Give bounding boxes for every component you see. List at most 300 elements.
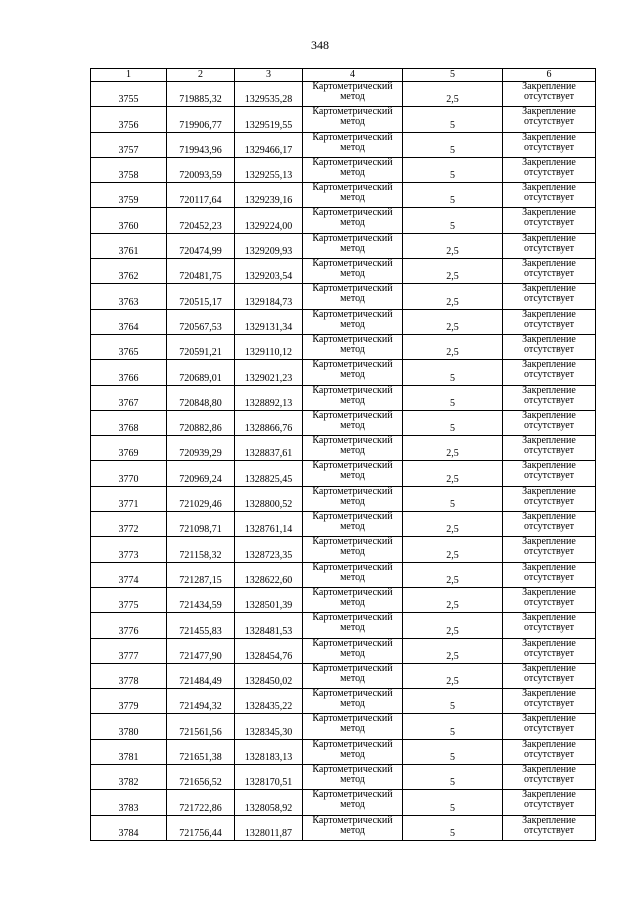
accuracy-cell: 2,5 <box>403 461 503 486</box>
method-line-1: Картометрический <box>312 485 393 497</box>
method-line-2: метод <box>340 394 365 406</box>
table-row <box>91 259 596 284</box>
point-number-cell: 3780 <box>91 714 167 739</box>
fixation-line-2: отсутствует <box>523 318 575 330</box>
method-line-2: метод <box>340 318 365 330</box>
accuracy-cell: 2,5 <box>403 436 503 461</box>
fixation-line-2: отсутствует <box>523 596 575 608</box>
method-cell <box>303 815 403 840</box>
method-line-2: метод <box>340 166 365 178</box>
point-number-cell: 3765 <box>91 334 167 359</box>
fixation-line-1: Закрепление <box>522 106 576 118</box>
accuracy-cell: 2,5 <box>403 512 503 537</box>
method-line-2: метод <box>340 647 365 659</box>
point-number-cell: 3771 <box>91 486 167 511</box>
accuracy-cell: 5 <box>403 739 503 764</box>
x-coordinate-cell: 720515,17 <box>167 284 235 309</box>
table-row <box>91 461 596 486</box>
point-number-cell: 3762 <box>91 259 167 284</box>
method-line-2: метод <box>340 622 365 634</box>
method-cell <box>303 334 403 359</box>
table-row <box>91 436 596 461</box>
fixation-line-1: Закрепление <box>522 359 576 371</box>
y-coordinate-cell: 1328170,51 <box>235 765 303 790</box>
table-row <box>91 385 596 410</box>
point-number-cell: 3777 <box>91 638 167 663</box>
fixation-line-1: Закрепление <box>522 182 576 194</box>
fixation-line-2: отсутствует <box>523 495 575 507</box>
y-coordinate-cell: 1328481,53 <box>235 613 303 638</box>
column-header-6: 6 <box>503 69 596 82</box>
table-row <box>91 284 596 309</box>
y-coordinate-cell: 1328058,92 <box>235 790 303 815</box>
method-line-2: метод <box>340 91 365 102</box>
y-coordinate-cell: 1329466,17 <box>235 132 303 157</box>
fixation-cell <box>503 486 596 511</box>
table-row <box>91 765 596 790</box>
method-cell <box>303 259 403 284</box>
fixation-cell <box>503 233 596 258</box>
point-number-cell: 3773 <box>91 537 167 562</box>
method-line-1: Картометрический <box>312 258 393 270</box>
table-row <box>91 613 596 638</box>
x-coordinate-cell: 719943,96 <box>167 132 235 157</box>
method-line-1: Картометрический <box>312 789 393 801</box>
table-row <box>91 486 596 511</box>
fixation-cell <box>503 284 596 309</box>
table-row <box>91 790 596 815</box>
fixation-cell <box>503 183 596 208</box>
fixation-cell <box>503 537 596 562</box>
method-line-2: метод <box>340 242 365 254</box>
point-number-cell: 3783 <box>91 790 167 815</box>
fixation-cell <box>503 82 596 107</box>
method-line-1: Картометрический <box>312 308 393 320</box>
method-line-1: Картометрический <box>312 207 393 219</box>
x-coordinate-cell: 721651,38 <box>167 739 235 764</box>
fixation-cell <box>503 663 596 688</box>
table-row <box>91 233 596 258</box>
table-row <box>91 689 596 714</box>
fixation-line-2: отсутствует <box>523 242 575 254</box>
x-coordinate-cell: 721455,83 <box>167 613 235 638</box>
method-cell <box>303 233 403 258</box>
method-line-2: метод <box>340 774 365 786</box>
fixation-cell <box>503 815 596 840</box>
point-number-cell: 3772 <box>91 512 167 537</box>
method-line-2: метод <box>340 571 365 583</box>
header-row <box>91 69 596 82</box>
fixation-line-1: Закрепление <box>522 384 576 396</box>
point-number-cell: 3767 <box>91 385 167 410</box>
y-coordinate-cell: 1329184,73 <box>235 284 303 309</box>
fixation-line-1: Закрепление <box>522 789 576 801</box>
fixation-line-2: отсутствует <box>523 824 575 836</box>
point-number-cell: 3776 <box>91 613 167 638</box>
method-line-1: Картометрический <box>312 156 393 168</box>
fixation-line-2: отсутствует <box>523 546 575 558</box>
fixation-cell <box>503 208 596 233</box>
fixation-cell <box>503 562 596 587</box>
x-coordinate-cell: 721561,56 <box>167 714 235 739</box>
accuracy-cell: 5 <box>403 385 503 410</box>
y-coordinate-cell: 1328825,45 <box>235 461 303 486</box>
fixation-line-2: отсутствует <box>523 141 575 153</box>
method-line-2: метод <box>340 369 365 381</box>
accuracy-cell: 2,5 <box>403 587 503 612</box>
method-cell <box>303 360 403 385</box>
fixation-line-1: Закрепление <box>522 409 576 421</box>
accuracy-cell: 2,5 <box>403 663 503 688</box>
y-coordinate-cell: 1328183,13 <box>235 739 303 764</box>
fixation-line-2: отсутствует <box>523 192 575 204</box>
x-coordinate-cell: 720093,59 <box>167 157 235 182</box>
y-coordinate-cell: 1328501,39 <box>235 587 303 612</box>
point-number-cell: 3758 <box>91 157 167 182</box>
fixation-cell <box>503 790 596 815</box>
x-coordinate-cell: 721434,59 <box>167 587 235 612</box>
y-coordinate-cell: 1328837,61 <box>235 436 303 461</box>
table-row <box>91 587 596 612</box>
method-cell <box>303 410 403 435</box>
column-header-5: 5 <box>403 69 503 82</box>
table-row <box>91 410 596 435</box>
point-number-cell: 3782 <box>91 765 167 790</box>
x-coordinate-cell: 720452,23 <box>167 208 235 233</box>
accuracy-cell: 5 <box>403 157 503 182</box>
method-cell <box>303 82 403 107</box>
fixation-line-2: отсутствует <box>523 647 575 659</box>
fixation-cell <box>503 613 596 638</box>
method-line-1: Картометрический <box>312 460 393 472</box>
x-coordinate-cell: 719885,32 <box>167 82 235 107</box>
table-row <box>91 309 596 334</box>
fixation-line-1: Закрепление <box>522 207 576 219</box>
method-line-2: метод <box>340 748 365 760</box>
x-coordinate-cell: 720481,75 <box>167 259 235 284</box>
y-coordinate-cell: 1329519,55 <box>235 107 303 132</box>
table-row <box>91 714 596 739</box>
y-coordinate-cell: 1328345,30 <box>235 714 303 739</box>
y-coordinate-cell: 1329239,16 <box>235 183 303 208</box>
x-coordinate-cell: 721484,49 <box>167 663 235 688</box>
x-coordinate-cell: 720474,99 <box>167 233 235 258</box>
method-line-1: Картометрический <box>312 662 393 674</box>
table-row <box>91 360 596 385</box>
x-coordinate-cell: 720591,21 <box>167 334 235 359</box>
accuracy-cell: 2,5 <box>403 638 503 663</box>
y-coordinate-cell: 1328454,76 <box>235 638 303 663</box>
accuracy-cell: 5 <box>403 765 503 790</box>
table-row <box>91 157 596 182</box>
point-number-cell: 3779 <box>91 689 167 714</box>
fixation-line-1: Закрепление <box>522 764 576 776</box>
y-coordinate-cell: 1328011,87 <box>235 815 303 840</box>
method-cell <box>303 765 403 790</box>
point-number-cell: 3768 <box>91 410 167 435</box>
method-line-2: метод <box>340 698 365 710</box>
method-line-1: Картометрический <box>312 409 393 421</box>
method-cell <box>303 309 403 334</box>
column-header-3: 3 <box>235 69 303 82</box>
method-cell <box>303 790 403 815</box>
accuracy-cell: 5 <box>403 815 503 840</box>
fixation-line-2: отсутствует <box>523 394 575 406</box>
fixation-line-1: Закрепление <box>522 232 576 244</box>
method-cell <box>303 385 403 410</box>
y-coordinate-cell: 1329255,13 <box>235 157 303 182</box>
fixation-line-2: отсутствует <box>523 622 575 634</box>
point-number-cell: 3775 <box>91 587 167 612</box>
method-line-1: Картометрический <box>312 333 393 345</box>
method-cell <box>303 208 403 233</box>
fixation-line-2: отсутствует <box>523 748 575 760</box>
fixation-line-2: отсутствует <box>523 91 575 102</box>
fixation-line-1: Закрепление <box>522 561 576 573</box>
point-number-cell: 3760 <box>91 208 167 233</box>
x-coordinate-cell: 720117,64 <box>167 183 235 208</box>
method-line-2: метод <box>340 141 365 153</box>
method-line-1: Картометрический <box>312 106 393 118</box>
fixation-line-2: отсутствует <box>523 723 575 735</box>
y-coordinate-cell: 1328435,22 <box>235 689 303 714</box>
point-number-cell: 3764 <box>91 309 167 334</box>
method-line-2: метод <box>340 343 365 355</box>
method-line-2: метод <box>340 799 365 811</box>
table-row <box>91 562 596 587</box>
method-line-1: Картометрический <box>312 81 393 92</box>
x-coordinate-cell: 720939,29 <box>167 436 235 461</box>
method-line-1: Картометрический <box>312 688 393 700</box>
fixation-line-1: Закрепление <box>522 131 576 143</box>
method-line-2: метод <box>340 445 365 457</box>
accuracy-cell: 2,5 <box>403 562 503 587</box>
y-coordinate-cell: 1329131,34 <box>235 309 303 334</box>
fixation-line-1: Закрепление <box>522 713 576 725</box>
y-coordinate-cell: 1329209,93 <box>235 233 303 258</box>
method-line-1: Картометрический <box>312 182 393 194</box>
method-cell <box>303 461 403 486</box>
fixation-line-2: отсутствует <box>523 698 575 710</box>
table-row <box>91 82 596 107</box>
x-coordinate-cell: 721494,32 <box>167 689 235 714</box>
fixation-cell <box>503 410 596 435</box>
y-coordinate-cell: 1329224,00 <box>235 208 303 233</box>
y-coordinate-cell: 1328892,13 <box>235 385 303 410</box>
method-line-1: Картометрический <box>312 713 393 725</box>
y-coordinate-cell: 1329203,54 <box>235 259 303 284</box>
fixation-line-1: Закрепление <box>522 536 576 548</box>
point-number-cell: 3778 <box>91 663 167 688</box>
y-coordinate-cell: 1329535,28 <box>235 82 303 107</box>
accuracy-cell: 5 <box>403 714 503 739</box>
method-cell <box>303 537 403 562</box>
method-line-2: метод <box>340 192 365 204</box>
fixation-line-1: Закрепление <box>522 637 576 649</box>
fixation-line-1: Закрепление <box>522 688 576 700</box>
fixation-line-1: Закрепление <box>522 814 576 826</box>
method-line-2: метод <box>340 672 365 684</box>
fixation-line-2: отсутствует <box>523 774 575 786</box>
y-coordinate-cell: 1328723,35 <box>235 537 303 562</box>
fixation-line-2: отсутствует <box>523 166 575 178</box>
method-line-1: Картометрический <box>312 764 393 776</box>
accuracy-cell: 5 <box>403 486 503 511</box>
fixation-line-1: Закрепление <box>522 333 576 345</box>
table-row <box>91 512 596 537</box>
fixation-line-1: Закрепление <box>522 586 576 598</box>
y-coordinate-cell: 1329110,12 <box>235 334 303 359</box>
table-body <box>91 82 596 841</box>
accuracy-cell: 5 <box>403 790 503 815</box>
table-row <box>91 537 596 562</box>
table-row <box>91 107 596 132</box>
fixation-line-2: отсутствует <box>523 293 575 305</box>
y-coordinate-cell: 1328866,76 <box>235 410 303 435</box>
point-number-cell: 3781 <box>91 739 167 764</box>
point-number-cell: 3763 <box>91 284 167 309</box>
method-line-1: Картометрический <box>312 536 393 548</box>
x-coordinate-cell: 720848,80 <box>167 385 235 410</box>
method-line-2: метод <box>340 116 365 128</box>
accuracy-cell: 2,5 <box>403 309 503 334</box>
accuracy-cell: 5 <box>403 410 503 435</box>
method-cell <box>303 157 403 182</box>
x-coordinate-cell: 721287,15 <box>167 562 235 587</box>
x-coordinate-cell: 721656,52 <box>167 765 235 790</box>
method-cell <box>303 739 403 764</box>
fixation-line-1: Закрепление <box>522 612 576 624</box>
fixation-line-1: Закрепление <box>522 511 576 523</box>
accuracy-cell: 5 <box>403 208 503 233</box>
method-cell <box>303 107 403 132</box>
method-cell <box>303 436 403 461</box>
fixation-line-1: Закрепление <box>522 662 576 674</box>
accuracy-cell: 2,5 <box>403 233 503 258</box>
y-coordinate-cell: 1328450,02 <box>235 663 303 688</box>
method-line-1: Картометрический <box>312 131 393 143</box>
method-line-1: Картометрический <box>312 738 393 750</box>
fixation-line-2: отсутствует <box>523 369 575 381</box>
method-line-2: метод <box>340 293 365 305</box>
table-row <box>91 183 596 208</box>
table-row <box>91 208 596 233</box>
point-number-cell: 3784 <box>91 815 167 840</box>
fixation-line-2: отсутствует <box>523 521 575 533</box>
fixation-line-2: отсутствует <box>523 445 575 457</box>
method-line-1: Картометрический <box>312 814 393 826</box>
table-row <box>91 132 596 157</box>
y-coordinate-cell: 1328761,14 <box>235 512 303 537</box>
x-coordinate-cell: 721477,90 <box>167 638 235 663</box>
method-cell <box>303 613 403 638</box>
accuracy-cell: 2,5 <box>403 259 503 284</box>
fixation-cell <box>503 436 596 461</box>
point-number-cell: 3757 <box>91 132 167 157</box>
method-cell <box>303 486 403 511</box>
method-cell <box>303 132 403 157</box>
accuracy-cell: 5 <box>403 360 503 385</box>
point-number-cell: 3756 <box>91 107 167 132</box>
fixation-line-2: отсутствует <box>523 268 575 280</box>
point-number-cell: 3774 <box>91 562 167 587</box>
method-line-2: метод <box>340 470 365 482</box>
x-coordinate-cell: 721722,86 <box>167 790 235 815</box>
method-line-2: метод <box>340 268 365 280</box>
fixation-line-2: отсутствует <box>523 343 575 355</box>
column-header-4: 4 <box>303 69 403 82</box>
point-number-cell: 3755 <box>91 82 167 107</box>
method-line-2: метод <box>340 419 365 431</box>
method-line-2: метод <box>340 723 365 735</box>
x-coordinate-cell: 719906,77 <box>167 107 235 132</box>
method-line-1: Картометрический <box>312 511 393 523</box>
fixation-cell <box>503 259 596 284</box>
fixation-cell <box>503 334 596 359</box>
table-row <box>91 638 596 663</box>
point-number-cell: 3766 <box>91 360 167 385</box>
method-line-1: Картометрический <box>312 561 393 573</box>
fixation-cell <box>503 689 596 714</box>
fixation-cell <box>503 638 596 663</box>
fixation-cell <box>503 385 596 410</box>
fixation-line-1: Закрепление <box>522 308 576 320</box>
fixation-cell <box>503 587 596 612</box>
fixation-line-2: отсутствует <box>523 571 575 583</box>
fixation-line-1: Закрепление <box>522 81 576 92</box>
accuracy-cell: 2,5 <box>403 334 503 359</box>
accuracy-cell: 5 <box>403 689 503 714</box>
x-coordinate-cell: 721756,44 <box>167 815 235 840</box>
fixation-line-1: Закрепление <box>522 156 576 168</box>
table-row <box>91 815 596 840</box>
method-line-1: Картометрический <box>312 232 393 244</box>
fixation-line-2: отсутствует <box>523 799 575 811</box>
fixation-line-2: отсутствует <box>523 116 575 128</box>
x-coordinate-cell: 720882,86 <box>167 410 235 435</box>
x-coordinate-cell: 721098,71 <box>167 512 235 537</box>
y-coordinate-cell: 1329021,23 <box>235 360 303 385</box>
fixation-cell <box>503 132 596 157</box>
method-line-2: метод <box>340 546 365 558</box>
method-cell <box>303 284 403 309</box>
fixation-cell <box>503 739 596 764</box>
method-cell <box>303 183 403 208</box>
method-line-1: Картометрический <box>312 612 393 624</box>
method-line-2: метод <box>340 217 365 229</box>
coordinates-table <box>90 68 596 841</box>
fixation-cell <box>503 765 596 790</box>
method-cell <box>303 587 403 612</box>
fixation-line-1: Закрепление <box>522 738 576 750</box>
point-number-cell: 3770 <box>91 461 167 486</box>
accuracy-cell: 5 <box>403 183 503 208</box>
method-line-2: метод <box>340 521 365 533</box>
table-header <box>91 69 596 82</box>
page-number: 348 <box>311 38 329 52</box>
fixation-cell <box>503 512 596 537</box>
point-number-cell: 3759 <box>91 183 167 208</box>
fixation-cell <box>503 157 596 182</box>
method-line-1: Картометрический <box>312 359 393 371</box>
method-cell <box>303 562 403 587</box>
x-coordinate-cell: 721158,32 <box>167 537 235 562</box>
x-coordinate-cell: 720689,01 <box>167 360 235 385</box>
method-line-1: Картометрический <box>312 283 393 295</box>
method-cell <box>303 714 403 739</box>
point-number-cell: 3769 <box>91 436 167 461</box>
method-line-1: Картометрический <box>312 435 393 447</box>
